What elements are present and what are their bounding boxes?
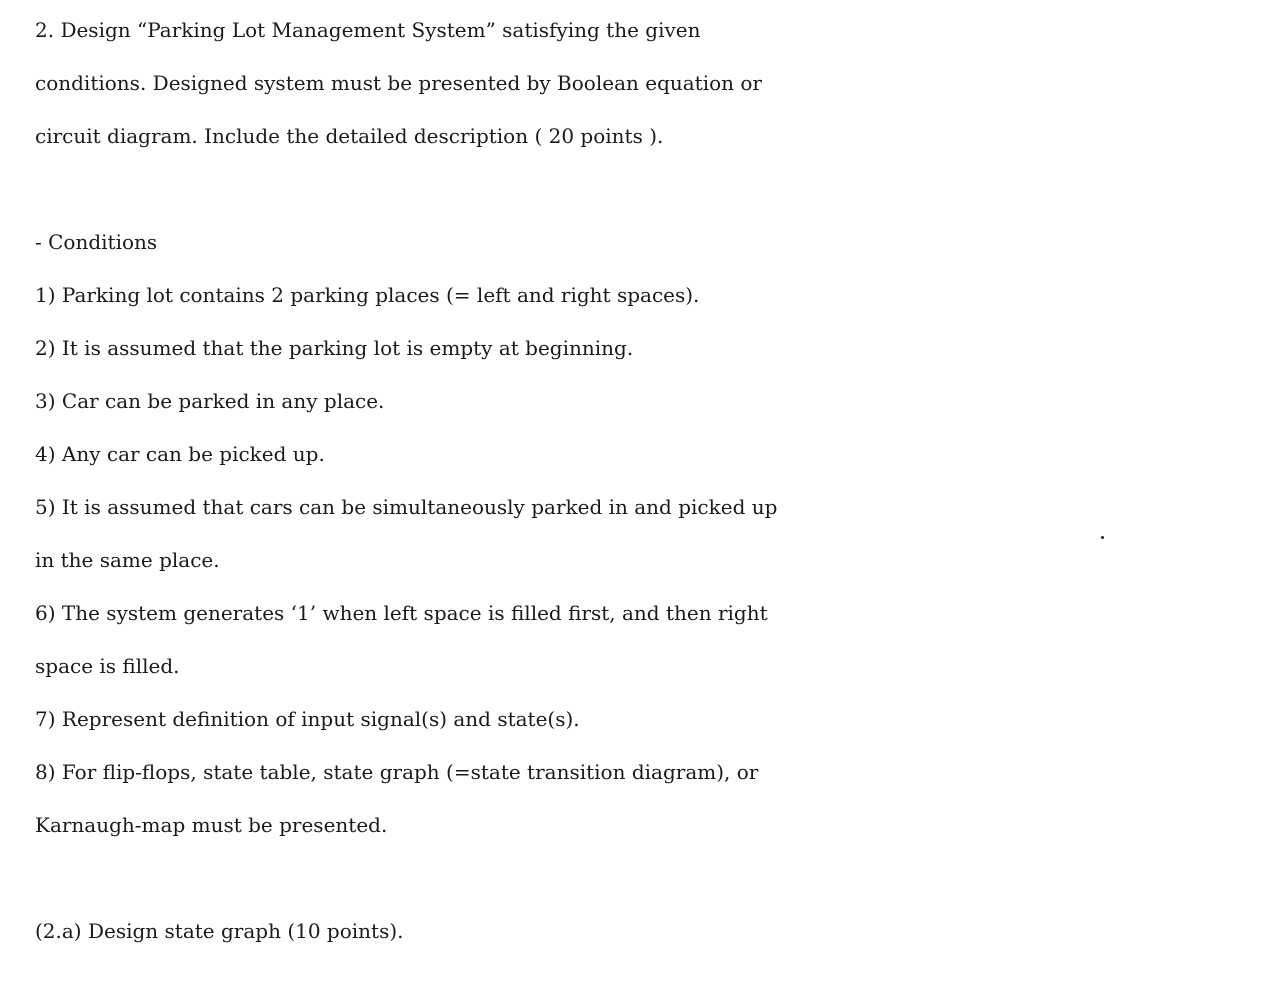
condition-3: 3) Car can be parked in any place. xyxy=(35,389,385,413)
condition-4: 4) Any car can be picked up. xyxy=(35,442,325,466)
spacer xyxy=(35,163,1272,216)
condition-2: 2) It is assumed that the parking lot is empty at beginning. xyxy=(35,336,634,360)
condition-8: 8) For flip-flops, state table, state graph (=state transition diagram), or xyxy=(35,760,759,784)
intro-line-2: conditions. Designed system must be presented by Boolean equation or xyxy=(35,71,762,95)
intro-line-3: circuit diagram. Include the detailed description ( 20 points ). xyxy=(35,124,664,148)
condition-8-continued: Karnaugh-map must be presented. xyxy=(35,813,388,837)
stray-dot-mark xyxy=(1101,536,1104,539)
condition-1: 1) Parking lot contains 2 parking places (= left and right spaces). xyxy=(35,283,700,307)
condition-5: 5) It is assumed that cars can be simultaneously parked in and picked up xyxy=(35,495,778,519)
condition-5-continued: in the same place. xyxy=(35,548,220,572)
intro-line-1: 2. Design “Parking Lot Management System” satisfying the given xyxy=(35,18,701,42)
condition-6-continued: space is filled. xyxy=(35,654,180,678)
subquestion-2a: (2.a) Design state graph (10 points). xyxy=(35,919,404,943)
spacer xyxy=(35,852,1272,905)
question-document xyxy=(35,4,1272,958)
conditions-heading: - Conditions xyxy=(35,230,158,254)
condition-7: 7) Represent definition of input signal(s) and state(s). xyxy=(35,707,580,731)
condition-6: 6) The system generates ‘1’ when left space is filled first, and then right xyxy=(35,601,768,625)
